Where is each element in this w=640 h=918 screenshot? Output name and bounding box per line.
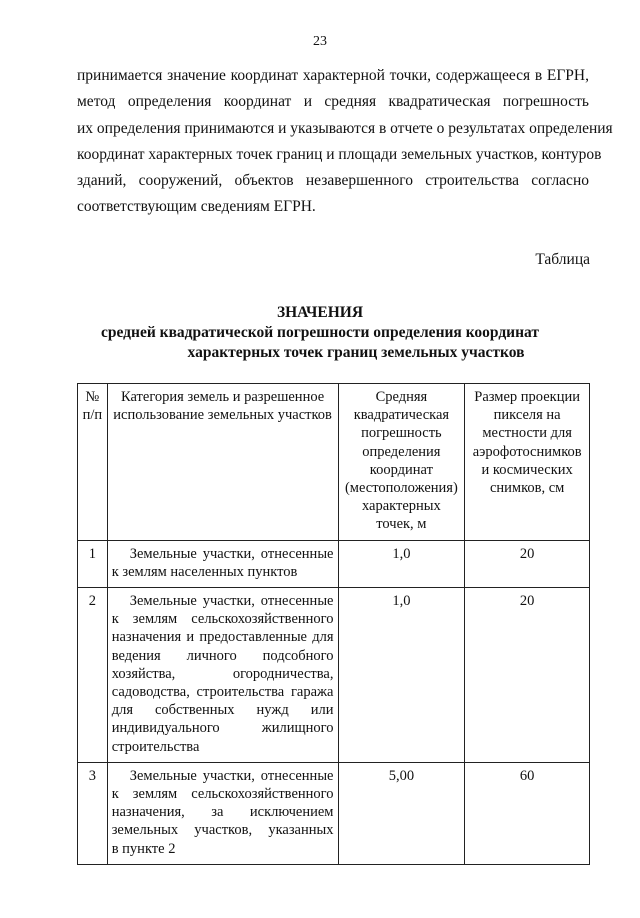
table-caption: Таблица bbox=[535, 251, 590, 268]
category-line: к землям населенных пунктов bbox=[111, 563, 298, 580]
heading-title: ЗНАЧЕНИЯ bbox=[276, 304, 364, 321]
paragraph-line: координат характерных точек границ и площади земельных участков, контуров bbox=[77, 145, 602, 163]
category-line: Земельные участки, отнесенные bbox=[129, 545, 334, 562]
row-number: 2 bbox=[78, 588, 108, 763]
row-number: 1 bbox=[78, 540, 108, 587]
values-table bbox=[77, 383, 590, 865]
category-line: назначения и предоставленные для bbox=[111, 629, 334, 646]
category-line: к землям сельскохозяйственного bbox=[111, 611, 334, 628]
paragraph-line: их определения принимаются и указываются в отчете о результатах определения bbox=[77, 119, 613, 137]
page-number: 23 bbox=[313, 34, 327, 49]
row-number: 3 bbox=[78, 762, 108, 864]
table-header-row bbox=[78, 384, 590, 541]
row-pixel: 20 bbox=[465, 540, 590, 587]
category-line: назначения, за исключением bbox=[111, 804, 334, 821]
row-pixel: 60 bbox=[465, 762, 590, 864]
row-error: 1,0 bbox=[338, 540, 465, 587]
row-error: 1,0 bbox=[338, 588, 465, 763]
header-category: Категория земель и разрешенное использование земельных участков bbox=[107, 384, 338, 541]
heading-line-1: средней квадратической погрешности определения координат bbox=[101, 324, 539, 341]
category-line: индивидуального жилищного bbox=[111, 720, 334, 737]
table-heading bbox=[0, 303, 640, 363]
table-row bbox=[78, 762, 590, 864]
body-paragraph bbox=[77, 63, 613, 221]
heading-line-2: характерных точек границ земельных участков bbox=[187, 344, 525, 361]
category-line: Земельные участки, отнесенные bbox=[129, 593, 334, 610]
category-line: садоводства, строительства гаража bbox=[111, 684, 334, 701]
row-pixel: 20 bbox=[465, 588, 590, 763]
table-row bbox=[78, 540, 590, 587]
paragraph-line: принимается значение координат характерной точки, содержащееся в ЕГРН, bbox=[77, 67, 589, 84]
table-row bbox=[78, 588, 590, 763]
row-category bbox=[107, 540, 338, 587]
row-category bbox=[107, 588, 338, 763]
category-line: для собственных нужд или bbox=[111, 702, 334, 719]
row-error: 5,00 bbox=[338, 762, 465, 864]
row-category bbox=[107, 762, 338, 864]
category-line: к землям сельскохозяйственного bbox=[111, 786, 334, 803]
category-line: в пункте 2 bbox=[111, 840, 176, 857]
paragraph-line: зданий, сооружений, объектов незавершенного строительства согласно bbox=[77, 172, 589, 190]
category-line: строительства bbox=[111, 738, 200, 755]
paragraph-line: соответствующим сведениям ЕГРН. bbox=[77, 198, 316, 216]
category-line: земельных участков, указанных bbox=[111, 822, 334, 839]
category-line: ведения личного подсобного bbox=[111, 647, 334, 664]
header-number: № п/п bbox=[78, 384, 108, 541]
category-line: Земельные участки, отнесенные bbox=[129, 767, 334, 784]
category-line: хозяйства, огородничества, bbox=[111, 665, 334, 682]
header-pixel: Размер проекции пикселя на местности для аэрофотоснимков и космических снимков, см bbox=[465, 384, 590, 541]
header-error: Средняя квадратическая погрешность определения координат (местоположения) характерных точек, м bbox=[338, 384, 465, 541]
paragraph-line: метод определения координат и средняя квадратическая погрешность bbox=[77, 93, 589, 111]
